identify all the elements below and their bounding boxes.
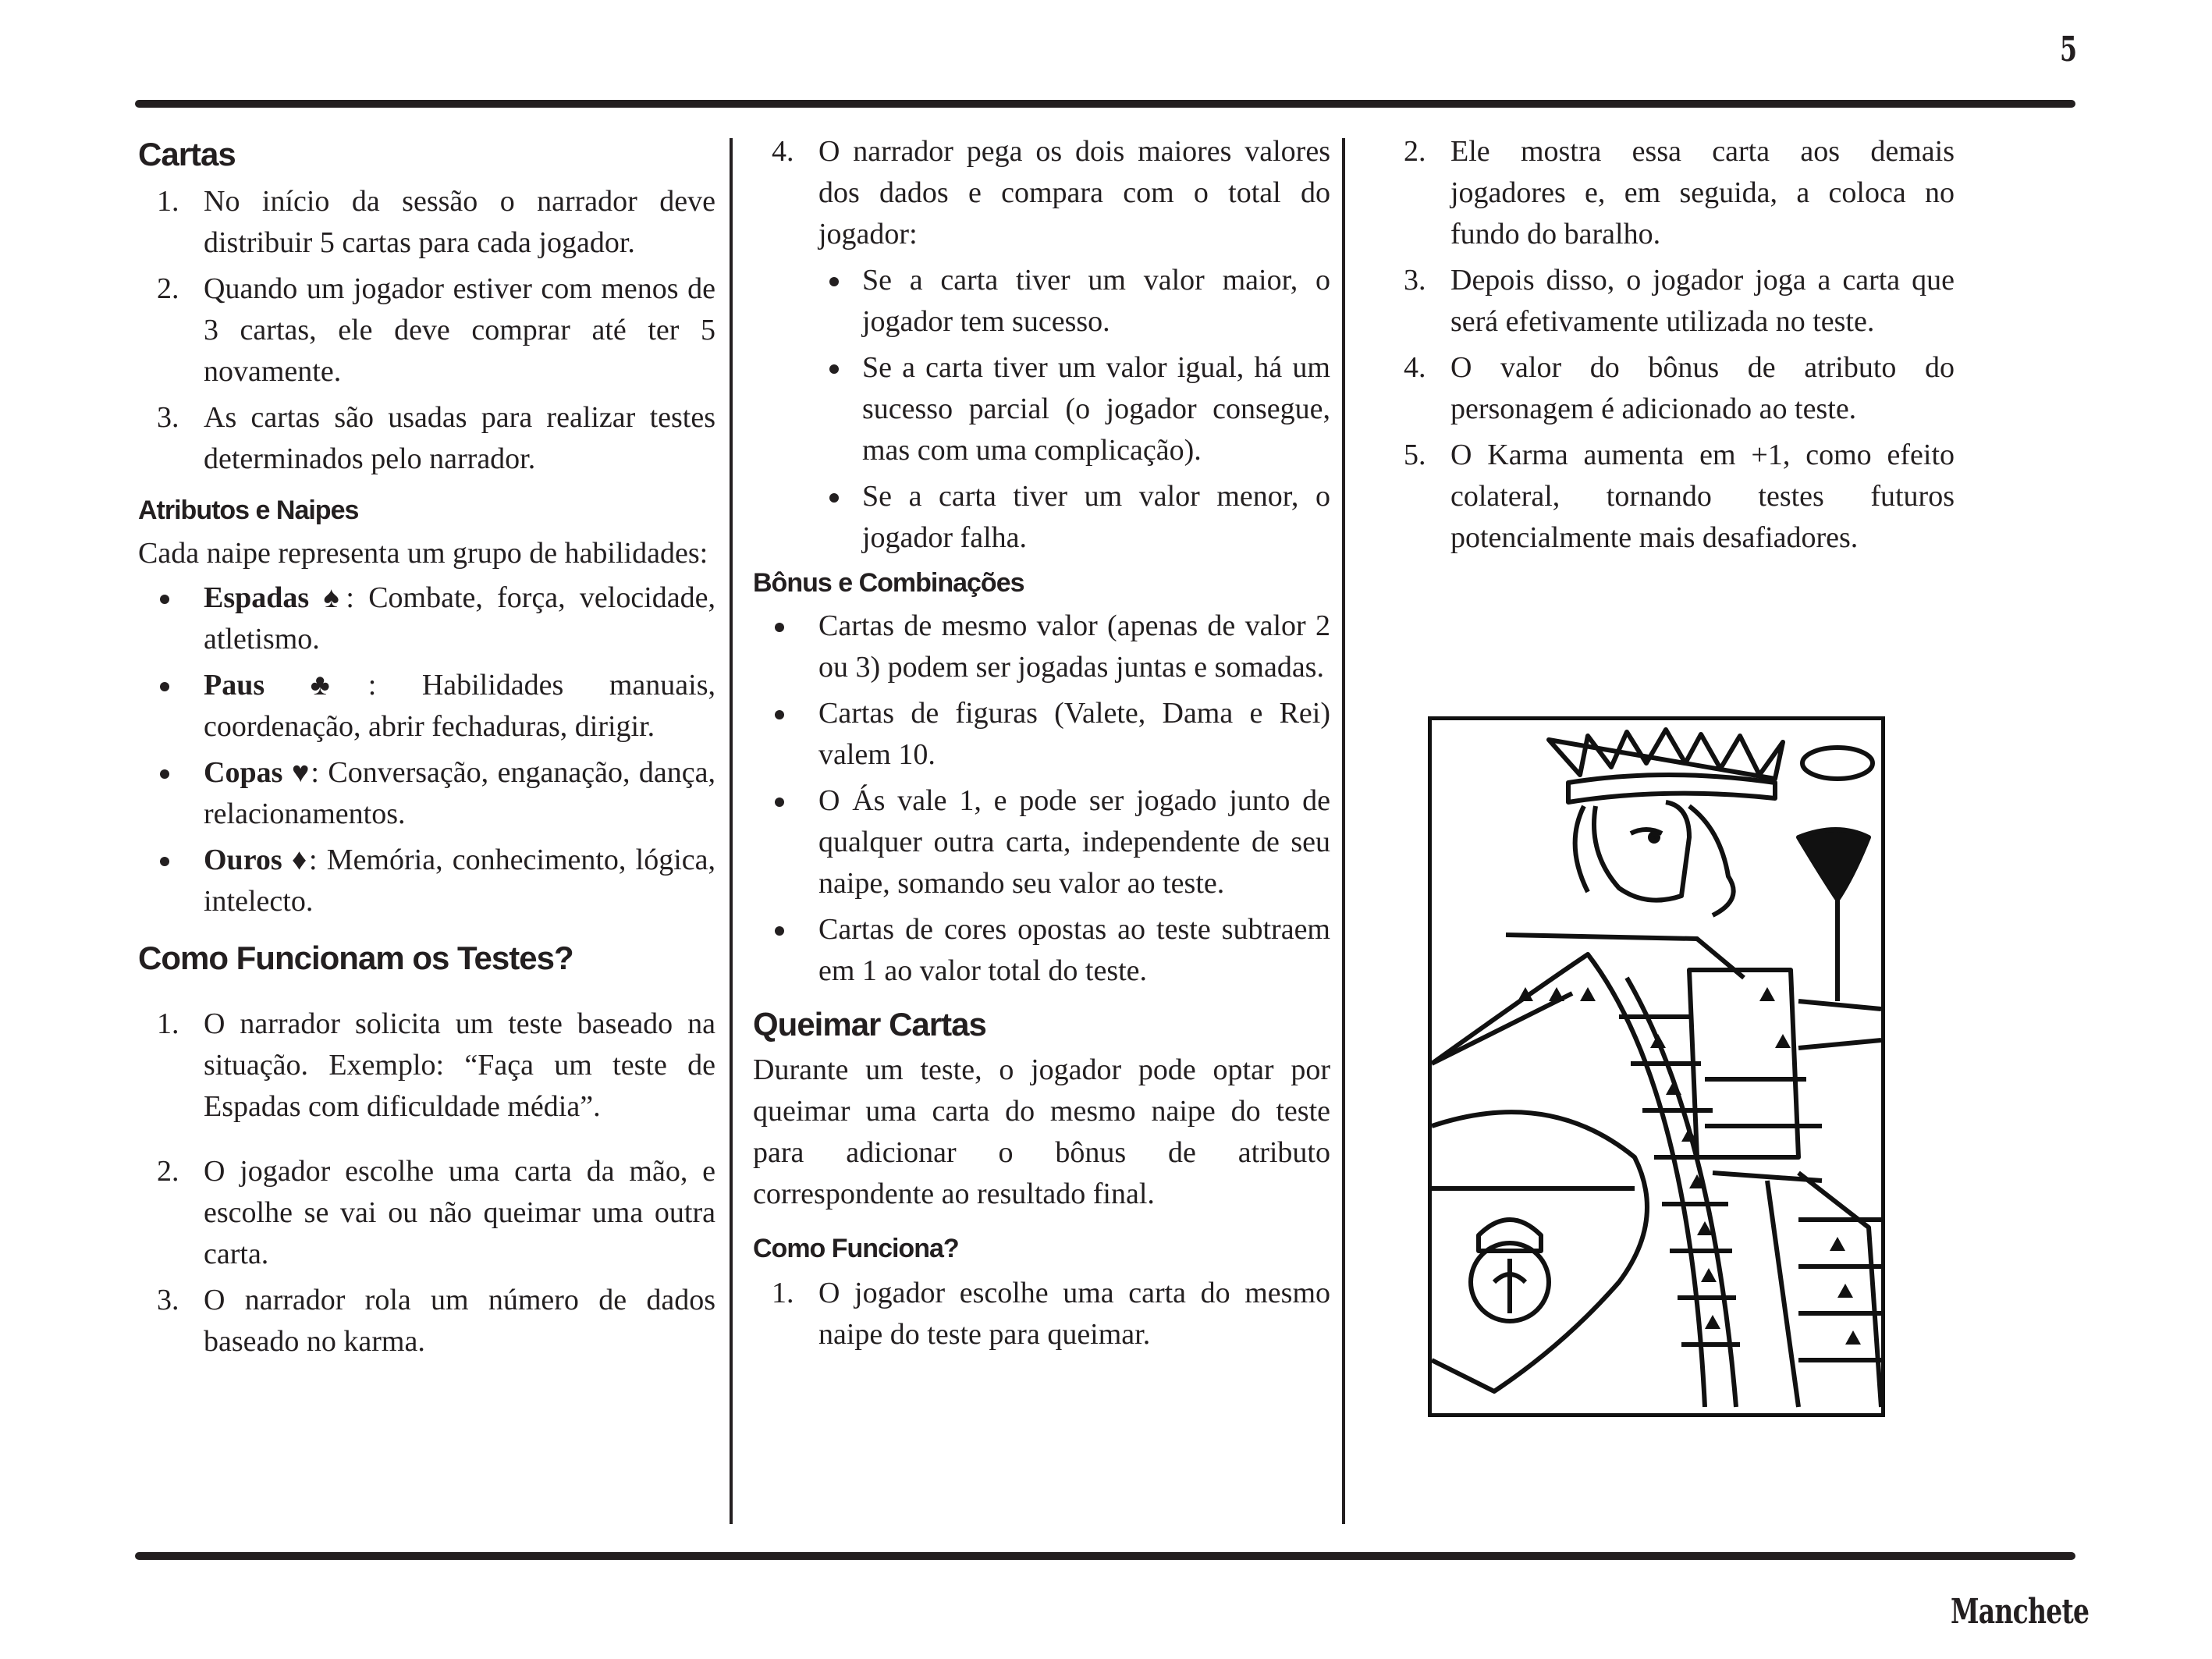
bullet-icon: [160, 595, 169, 604]
section-title-testes: Como Funcionam os Testes?: [138, 940, 573, 976]
heart-icon: ♥: [291, 756, 311, 789]
subsection-title-bonus: Bônus e Combinações: [753, 568, 1024, 598]
list-item: 3. O narrador rola um número de dados baseado no karma.: [157, 1284, 715, 1358]
list-item: 1. O jogador escolhe uma carta do mesmo naipe do teste para queimar.: [772, 1277, 1330, 1351]
list-item: 1. O narrador solicita um teste baseado na situação. Exemplo: “Faça um teste de Espadas com dificuldade média”.: [157, 1007, 715, 1123]
queimar-list-continued: [1385, 131, 1955, 559]
list-item: Cartas de cores opostas ao teste subtraem em 1 ao valor total do teste.: [753, 909, 1330, 992]
list-item: 2. O jogador escolhe uma carta da mão, e escolhe se vai ou não queimar uma outra carta.: [157, 1155, 715, 1270]
list-item: 4. O valor do bônus de atributo do personagem é adicionado ao teste.: [1404, 351, 1955, 425]
bullet-icon: [775, 710, 784, 719]
list-item: Cartas de mesmo valor (apenas de valor 2 ou 3) podem ser jogadas juntas e somadas.: [753, 606, 1330, 688]
bullet-icon: [775, 623, 784, 632]
column-2: [753, 133, 1330, 1360]
queimar-list: [753, 1273, 1330, 1355]
bullet-icon: [829, 493, 839, 503]
bullet-icon: [160, 769, 169, 779]
bullet-icon: [829, 364, 839, 374]
outcomes-list: [815, 260, 1330, 559]
column-divider: [730, 138, 733, 1524]
column-3: [1385, 133, 1955, 563]
list-item: 3. As cartas são usadas para realizar testes determinados pelo narrador.: [157, 401, 715, 475]
subsection-title-como-funciona: Como Funciona?: [753, 1234, 959, 1263]
page-number: 5: [2060, 30, 2077, 69]
suit-item-copas: Copas ♥: Conversação, enganação, dança, relacionamentos.: [138, 752, 715, 835]
list-item: 2. Quando um jogador estiver com menos de 3 cartas, ele deve comprar até ter 5 novamente.: [157, 272, 715, 388]
testes-list: [138, 1004, 715, 1362]
cartas-list: [138, 181, 715, 480]
list-item: 2. Ele mostra essa carta aos demais jogadores e, em seguida, a coloca no fundo do baralho.: [1404, 135, 1955, 250]
list-item: 4. O narrador pega os dois maiores valores dos dados e compara com o total do jogador:: [772, 135, 1330, 250]
suit-item-paus: Paus ♣: Habilidades manuais, coordenação, abrir fechaduras, dirigir.: [138, 665, 715, 748]
list-item: 3. Depois disso, o jogador joga a carta que será efetivamente utilizada no teste.: [1404, 264, 1955, 338]
footer-brand-logo: Manchete: [1951, 1592, 2090, 1632]
section-title-queimar: Queimar Cartas: [753, 1006, 986, 1043]
bullet-icon: [829, 277, 839, 286]
subsection-title-atributos: Atributos e Naipes: [138, 496, 359, 525]
suits-list: [138, 577, 715, 922]
bullet-icon: [775, 926, 784, 936]
list-item: Cartas de figuras (Valete, Dama e Rei) valem 10.: [753, 693, 1330, 776]
header-rule: [135, 100, 2075, 108]
playing-card-jack-illustration: [1428, 716, 1885, 1417]
list-item: 5. O Karma aumenta em +1, como efeito colateral, tornando testes futuros potencialmente mais desafiadores.: [1404, 439, 1955, 554]
footer-rule: [135, 1552, 2075, 1560]
jack-figure-icon: [1432, 720, 1881, 1413]
outcome-fail: Se a carta tiver um valor menor, o jogador falha.: [815, 476, 1330, 559]
list-item: O Ás vale 1, e pode ser jogado junto de qualquer outra carta, independente de seu naipe, somando seu valor ao teste.: [753, 780, 1330, 904]
bullet-icon: [775, 798, 784, 807]
outcome-partial: Se a carta tiver um valor igual, há um sucesso parcial (o jogador consegue, mas com uma complicação).: [815, 347, 1330, 471]
spade-icon: ♠: [323, 581, 346, 614]
section-title-cartas: Cartas: [138, 136, 236, 172]
club-icon: ♣: [310, 669, 368, 702]
column-divider: [1342, 138, 1345, 1524]
outcome-success: Se a carta tiver um valor maior, o jogador tem sucesso.: [815, 260, 1330, 343]
bullet-icon: [160, 682, 169, 691]
bonus-list: [753, 606, 1330, 992]
suit-item-espadas: Espadas ♠: Combate, força, velocidade, atletismo.: [138, 577, 715, 660]
column-1: [138, 133, 715, 1367]
testes-list-continued: [753, 131, 1330, 255]
suit-item-ouros: Ouros ♦: Memória, conhecimento, lógica, intelecto.: [138, 840, 715, 922]
list-item: 1. No início da sessão o narrador deve distribuir 5 cartas para cada jogador.: [157, 185, 715, 259]
diamond-icon: ♦: [291, 844, 309, 876]
bullet-icon: [160, 857, 169, 866]
atributos-intro: Cada naipe representa um grupo de habilidades:: [138, 537, 708, 570]
queimar-body: Durante um teste, o jogador pode optar por queimar uma carta do mesmo naipe do teste para adicionar o bônus de atributo correspondente ao resultado final.: [753, 1053, 1330, 1210]
